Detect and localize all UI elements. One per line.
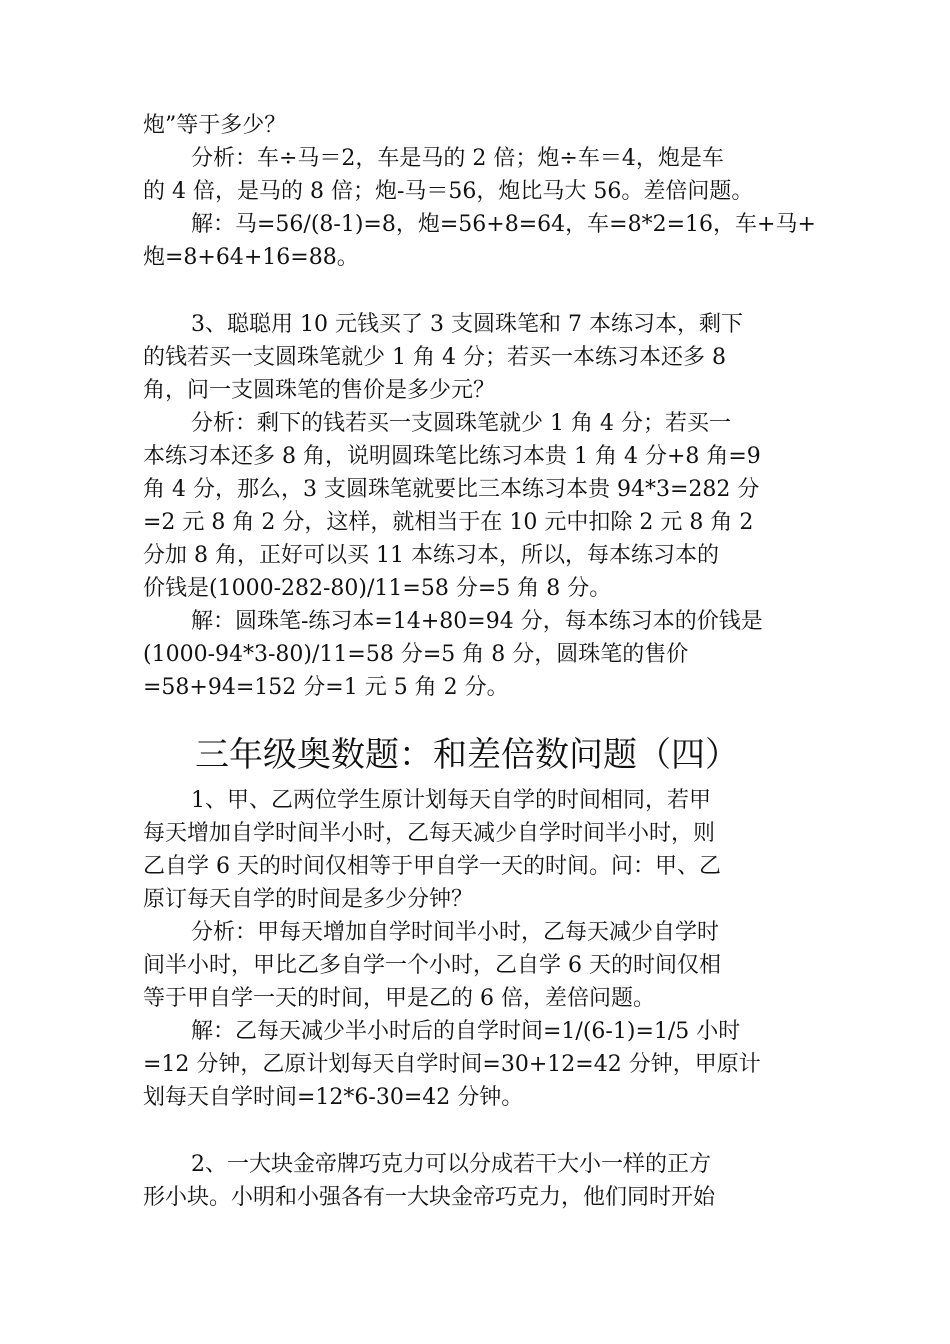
text-line: =58+94=152 分=1 元 5 角 2 分。 [143,675,509,700]
problem-line: 1、甲、乙两位学生原计划每天自学的时间相同，若甲 [191,788,711,813]
analysis-line: 分析：甲每天增加自学时间半小时，乙每天减少自学时 [191,920,720,945]
text-line: 分加 8 角，正好可以买 11 本练习本，所以，每本练习本的 [143,543,719,568]
text-line: 炮”等于多少？ [143,113,287,138]
text-line: 乙自学 6 天的时间仅相等于甲自学一天的时间。问：甲、乙 [143,854,721,879]
problem-line: 3、聪聪用 10 元钱买了 3 支圆珠笔和 7 本练习本，剩下 [191,312,743,337]
analysis-line: 分析：剩下的钱若买一支圆珠笔就少 1 角 4 分；若买一 [191,411,731,436]
problem-2-continuation [143,109,816,274]
solution-line: 解：圆珠笔-练习本=14+80=94 分，每本练习本的价钱是 [191,609,763,634]
text-line: 等于甲自学一天的时间，甲是乙的 6 倍，差倍问题。 [143,986,655,1011]
text-line: 划每天自学时间=12*6-30=42 分钟。 [143,1085,524,1110]
text-line: 原订每天自学的时间是多少分钟？ [143,887,474,912]
text-line: =2 元 8 角 2 分，这样，就相当于在 10 元中扣除 2 元 8 角 2 [143,510,754,535]
text-line: (1000-94*3-80)/11=58 分=5 角 8 分，圆珠笔的售价 [143,642,689,667]
solution-line: 解：乙每天减少半小时后的自学时间=1/(6-1)=1/5 小时 [191,1019,741,1044]
problem-3 [143,308,813,704]
analysis-line: 分析：车÷马＝2，车是马的 2 倍；炮÷车＝4，炮是车 [191,146,724,171]
text-line: =12 分钟，乙原计划每天自学时间=30+12=42 分钟，甲原计 [143,1052,761,1077]
text-line: 的钱若买一支圆珠笔就少 1 角 4 分；若买一本练习本还多 8 [143,345,726,370]
text-line: 价钱是(1000-282-80)/11=58 分=5 角 8 分。 [143,576,612,601]
section-4-problem-1 [143,784,813,1114]
section-title: 三年级奥数题：和差倍数问题（四） [195,735,739,775]
text-line: 角，问一支圆珠笔的售价是多少元？ [143,378,496,403]
solution-line: 解：马=56/(8-1)=8，炮=56+8=64，车=8*2=16，车+马+ [191,212,816,237]
text-line: 本练习本还多 8 角，说明圆珠笔比练习本贵 1 角 4 分+8 角=9 [143,444,761,469]
problem-line: 2、一大块金帝牌巧克力可以分成若干大小一样的正方 [191,1152,711,1177]
text-line: 形小块。小明和小强各有一大块金帝巧克力，他们同时开始 [143,1185,716,1210]
section-4-problem-2 [143,1148,813,1214]
text-line: 炮=8+64+16=88。 [143,245,359,270]
text-line: 角 4 分，那么，3 支圆珠笔就要比三本练习本贵 94*3=282 分 [143,477,760,502]
text-line: 每天增加自学时间半小时，乙每天减少自学时间半小时，则 [143,821,716,846]
text-line: 的 4 倍，是马的 8 倍；炮-马＝56，炮比马大 56。差倍问题。 [143,179,754,204]
text-line: 间半小时，甲比乙多自学一个小时，乙自学 6 天的时间仅相 [143,953,721,978]
